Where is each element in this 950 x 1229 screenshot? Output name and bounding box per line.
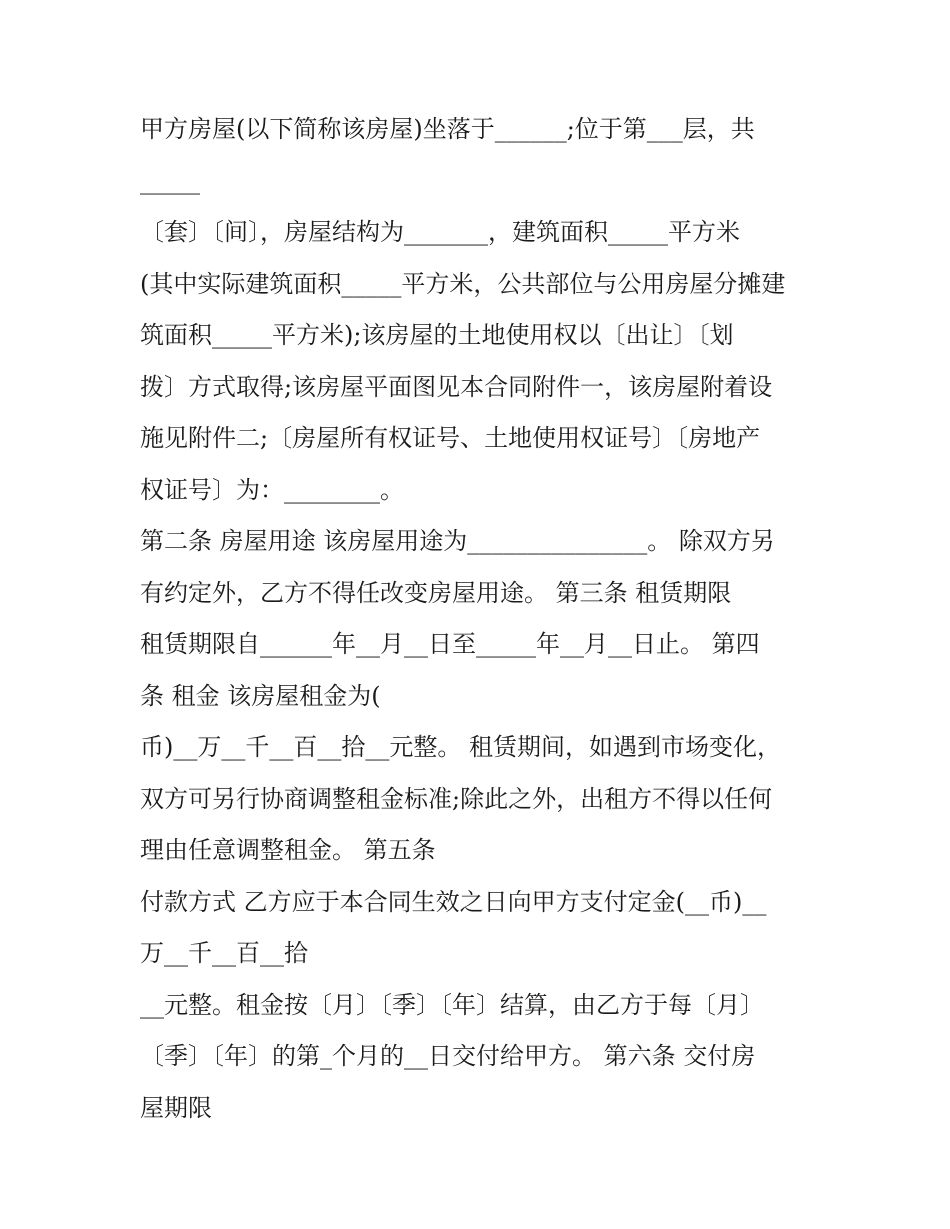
text-line: 双方可另行协商调整租金标准;除此之外，出租方不得以任何 [140,784,773,813]
text-line: 付款方式 乙方应于本合同生效之日向甲方支付定金(__币)__ [140,887,767,916]
text-line: 条 租金 该房屋租金为( [140,681,381,710]
text-line: 理由任意调整租金。 第五条 [140,836,436,864]
text-line: 第二条 房屋用途 该房屋用途为_______________。 除双方另 [140,527,775,555]
text-line: (其中实际建筑面积_____平方米，公共部位与公用房屋分摊建 [140,269,786,298]
text-line: 筑面积_____平方米);该房屋的土地使用权以〔出让〕〔划 [140,321,734,349]
text-line: _____ [140,166,200,195]
text-line: 甲方房屋(以下简称该房屋)坐落于______;位于第___层，共 [140,115,755,143]
text-line: 租赁期限自______年__月__日至_____年__月__日止。 第四 [140,630,760,658]
text-line: 拨〕方式取得;该房屋平面图见本合同附件一，该房屋附着设 [140,372,773,401]
text-line: 万__千__百__拾 [140,939,308,967]
text-line: 屋期限 [140,1093,212,1122]
text-line: 〔季〕〔年〕的第_个月的__日交付给甲方。 第六条 交付房 [140,1042,756,1070]
text-line: __元整。租金按〔月〕〔季〕〔年〕结算，由乙方于每〔月〕 [140,990,764,1019]
contract-body-text [140,104,830,1134]
text-line: 权证号〕为：________。 [140,475,404,504]
text-line: 币)__万__千__百__拾__元整。 租赁期间，如遇到市场变化， [140,733,781,761]
text-line: 〔套〕〔间〕，房屋结构为_______，建筑面积_____平方米 [140,218,740,246]
text-line: 施见附件二;〔房屋所有权证号、土地使用权证号〕〔房地产 [140,424,761,452]
text-line: 有约定外，乙方不得任改变房屋用途。 第三条 租赁期限 [140,578,732,607]
